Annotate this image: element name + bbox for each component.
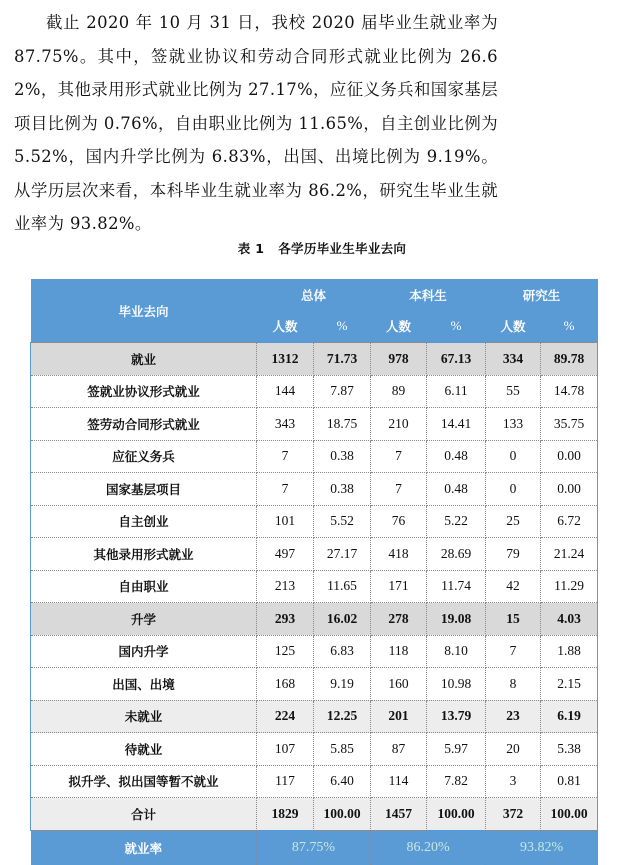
cell-percent-total: 16.02: [314, 603, 371, 636]
cell-percent-bachelor: 28.69: [427, 538, 486, 571]
cell-percent-total: 12.25: [314, 700, 371, 733]
cell-count-total: 125: [257, 635, 314, 668]
header-group-total: 总体: [257, 279, 371, 310]
cell-percent-graduate: 6.72: [541, 505, 598, 538]
table-caption-number: 表 1: [237, 241, 265, 256]
cell-count-total: 1312: [257, 343, 314, 376]
intro-paragraph-container: [14, 6, 498, 241]
cell-count-total: 213: [257, 570, 314, 603]
cell-percent-total: 71.73: [314, 343, 371, 376]
cell-percent-bachelor: 67.13: [427, 343, 486, 376]
cell-percent-graduate: 6.19: [541, 700, 598, 733]
cell-percent-graduate: 100.00: [541, 798, 598, 831]
cell-percent-total: 0.38: [314, 440, 371, 473]
cell-percent-graduate: 11.29: [541, 570, 598, 603]
table-footer: [31, 830, 598, 865]
row-label: 其他录用形式就业: [31, 538, 257, 571]
cell-percent-total: 100.00: [314, 798, 371, 831]
row-label: 国内升学: [31, 635, 257, 668]
cell-count-graduate: 7: [486, 635, 541, 668]
cell-percent-graduate: 0.00: [541, 440, 598, 473]
footer-rate-total: 87.75%: [257, 830, 371, 865]
cell-count-graduate: 8: [486, 668, 541, 701]
cell-count-total: 107: [257, 733, 314, 766]
cell-count-bachelor: 114: [371, 765, 427, 798]
cell-percent-bachelor: 0.48: [427, 473, 486, 506]
graduate-destination-table: [30, 279, 598, 865]
table-row: [31, 440, 598, 473]
cell-count-graduate: 15: [486, 603, 541, 636]
cell-percent-bachelor: 7.82: [427, 765, 486, 798]
row-label: 升学: [31, 603, 257, 636]
cell-count-total: 343: [257, 408, 314, 441]
footer-employment-rate-label: 就业率: [31, 830, 257, 865]
row-label: 合计: [31, 798, 257, 831]
table-row: [31, 700, 598, 733]
cell-percent-total: 11.65: [314, 570, 371, 603]
cell-count-total: 7: [257, 440, 314, 473]
cell-percent-graduate: 0.00: [541, 473, 598, 506]
row-label: 待就业: [31, 733, 257, 766]
footer-rate-bachelor: 86.20%: [371, 830, 486, 865]
header-count-graduate: 人数: [486, 310, 541, 343]
table-caption: [0, 239, 644, 257]
cell-percent-bachelor: 0.48: [427, 440, 486, 473]
row-label: 签就业协议形式就业: [31, 375, 257, 408]
cell-count-bachelor: 76: [371, 505, 427, 538]
row-label: 国家基层项目: [31, 473, 257, 506]
table-row: [31, 408, 598, 441]
header-destination: 毕业去向: [31, 279, 257, 343]
cell-count-total: 101: [257, 505, 314, 538]
cell-count-bachelor: 210: [371, 408, 427, 441]
cell-count-graduate: 0: [486, 440, 541, 473]
cell-percent-graduate: 2.15: [541, 668, 598, 701]
table-row: [31, 603, 598, 636]
row-label: 签劳动合同形式就业: [31, 408, 257, 441]
header-percent-total: %: [314, 310, 371, 343]
table-row: [31, 798, 598, 831]
cell-count-graduate: 372: [486, 798, 541, 831]
cell-count-graduate: 133: [486, 408, 541, 441]
cell-percent-total: 9.19: [314, 668, 371, 701]
table-row: [31, 570, 598, 603]
cell-percent-graduate: 4.03: [541, 603, 598, 636]
cell-percent-graduate: 0.81: [541, 765, 598, 798]
cell-count-total: 497: [257, 538, 314, 571]
table-row: [31, 343, 598, 376]
table-row: [31, 668, 598, 701]
header-percent-graduate: %: [541, 310, 598, 343]
cell-percent-total: 6.40: [314, 765, 371, 798]
header-count-bachelor: 人数: [371, 310, 427, 343]
cell-count-graduate: 334: [486, 343, 541, 376]
table-row: [31, 375, 598, 408]
cell-count-total: 168: [257, 668, 314, 701]
cell-count-bachelor: 160: [371, 668, 427, 701]
cell-count-bachelor: 7: [371, 473, 427, 506]
cell-count-bachelor: 418: [371, 538, 427, 571]
cell-count-total: 7: [257, 473, 314, 506]
cell-percent-bachelor: 6.11: [427, 375, 486, 408]
cell-percent-graduate: 35.75: [541, 408, 598, 441]
table-row: [31, 505, 598, 538]
table-row: [31, 635, 598, 668]
cell-percent-bachelor: 10.98: [427, 668, 486, 701]
table-caption-title: 各学历毕业生毕业去向: [278, 241, 407, 256]
cell-count-bachelor: 87: [371, 733, 427, 766]
header-group-bachelor: 本科生: [371, 279, 486, 310]
cell-percent-bachelor: 14.41: [427, 408, 486, 441]
row-label: 应征义务兵: [31, 440, 257, 473]
cell-count-total: 293: [257, 603, 314, 636]
cell-percent-graduate: 5.38: [541, 733, 598, 766]
cell-percent-bachelor: 5.97: [427, 733, 486, 766]
cell-percent-graduate: 14.78: [541, 375, 598, 408]
footer-rate-graduate: 93.82%: [486, 830, 598, 865]
header-percent-bachelor: %: [427, 310, 486, 343]
cell-count-graduate: 23: [486, 700, 541, 733]
table-row: [31, 765, 598, 798]
row-label: 自由职业: [31, 570, 257, 603]
row-label: 出国、出境: [31, 668, 257, 701]
table-header: [31, 279, 598, 343]
cell-count-bachelor: 118: [371, 635, 427, 668]
cell-percent-bachelor: 11.74: [427, 570, 486, 603]
cell-count-graduate: 0: [486, 473, 541, 506]
header-count-total: 人数: [257, 310, 314, 343]
cell-percent-total: 18.75: [314, 408, 371, 441]
cell-percent-bachelor: 5.22: [427, 505, 486, 538]
cell-count-total: 117: [257, 765, 314, 798]
cell-count-total: 224: [257, 700, 314, 733]
cell-count-bachelor: 1457: [371, 798, 427, 831]
cell-count-graduate: 79: [486, 538, 541, 571]
cell-percent-graduate: 21.24: [541, 538, 598, 571]
cell-count-graduate: 25: [486, 505, 541, 538]
cell-percent-total: 5.52: [314, 505, 371, 538]
intro-paragraph: 截止 2020 年 10 月 31 日，我校 2020 届毕业生就业率为 87.75%。其中，签就业协议和劳动合同形式就业比例为 26.62%，其他录用形式就业比例为 27.17%，应征义务兵和国家基层项目比例为 0.76%，自由职业比例为 11.65%，自主创业比例为 5.52%，国内升学比例为 6.83%，出国、出境比例为 9.19%。从学历层次来看，本科毕业生就业率为 86.2%，研究生毕业生就业率为 93.82%。: [14, 13, 498, 233]
row-label: 自主创业: [31, 505, 257, 538]
table-row: [31, 733, 598, 766]
cell-count-total: 1829: [257, 798, 314, 831]
cell-count-bachelor: 201: [371, 700, 427, 733]
cell-count-bachelor: 89: [371, 375, 427, 408]
cell-count-graduate: 3: [486, 765, 541, 798]
cell-count-graduate: 42: [486, 570, 541, 603]
cell-percent-total: 5.85: [314, 733, 371, 766]
row-label: 就业: [31, 343, 257, 376]
cell-count-bachelor: 171: [371, 570, 427, 603]
table-body: [31, 343, 598, 831]
cell-count-graduate: 20: [486, 733, 541, 766]
cell-percent-bachelor: 13.79: [427, 700, 486, 733]
cell-count-bachelor: 278: [371, 603, 427, 636]
cell-percent-total: 7.87: [314, 375, 371, 408]
cell-percent-bachelor: 8.10: [427, 635, 486, 668]
cell-percent-bachelor: 19.08: [427, 603, 486, 636]
cell-percent-bachelor: 100.00: [427, 798, 486, 831]
table-row: [31, 538, 598, 571]
cell-percent-total: 0.38: [314, 473, 371, 506]
cell-percent-total: 27.17: [314, 538, 371, 571]
cell-percent-graduate: 1.88: [541, 635, 598, 668]
row-label: 拟升学、拟出国等暂不就业: [31, 765, 257, 798]
cell-count-bachelor: 978: [371, 343, 427, 376]
cell-percent-graduate: 89.78: [541, 343, 598, 376]
cell-percent-total: 6.83: [314, 635, 371, 668]
header-group-graduate: 研究生: [486, 279, 598, 310]
cell-count-graduate: 55: [486, 375, 541, 408]
cell-count-total: 144: [257, 375, 314, 408]
table-row: [31, 473, 598, 506]
row-label: 未就业: [31, 700, 257, 733]
cell-count-bachelor: 7: [371, 440, 427, 473]
